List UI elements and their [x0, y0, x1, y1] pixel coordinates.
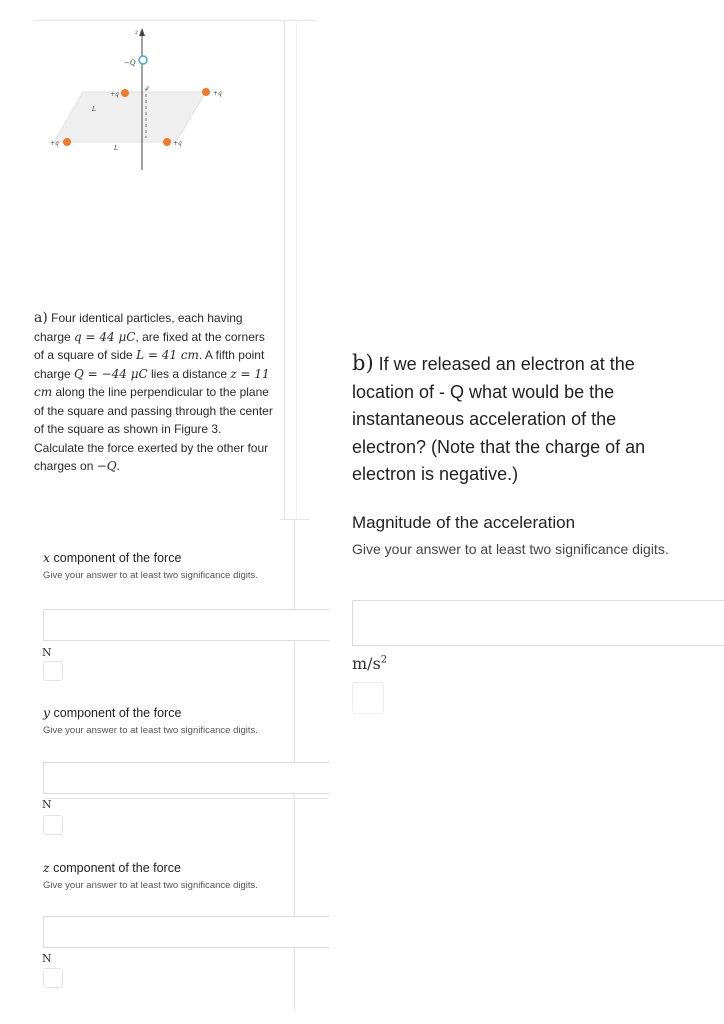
- part-a-text-5: along the line perpendicular to the plane of the square and passing through the center of the square as shown in Figure 3. Calculate the force exerted by the other four charges on: [34, 385, 273, 473]
- charge-top-right: [202, 88, 210, 96]
- negative-charge-Q: [139, 56, 147, 64]
- question-y-hint: Give your answer to at least two significance digits.: [43, 725, 258, 736]
- acceleration-unit-label: $m/s^2$: [352, 654, 388, 673]
- column-divider-upper: [284, 20, 285, 520]
- part-a-text-1: Four identical particles, each having charge: [34, 311, 243, 344]
- question-z-hint: Give your answer to at least two significance digits.: [43, 880, 258, 891]
- charge-top-left: [121, 89, 129, 97]
- charge-configuration-figure: [38, 22, 278, 172]
- charge-top-left-label: +q: [110, 91, 119, 98]
- question-z-component: [43, 860, 283, 893]
- question-x-title: x component of the force: [43, 550, 182, 565]
- top-rule: [34, 20, 316, 21]
- part-b-text: If we released an electron at the location of - Q what would be the instantaneous acceleration of the electron? (Note that the charge of an electron is negative.): [352, 354, 646, 484]
- question-x-hint: Give your answer to at least two significance digits.: [43, 570, 258, 581]
- z-unit-label: N: [42, 952, 52, 965]
- part-a-statement: [34, 309, 274, 476]
- question-z-title: z component of the force: [43, 860, 181, 875]
- z-axis-arrow-icon: [139, 28, 145, 36]
- Q-expression: Q = −44 μC: [74, 366, 148, 381]
- question-x-component: [43, 550, 283, 583]
- z-expression: z = 11 cm: [34, 366, 270, 399]
- question-y-component: [43, 705, 283, 738]
- square-plane: [54, 92, 206, 142]
- z-unit-input[interactable]: [43, 968, 63, 988]
- column-divider-shadow: [296, 20, 297, 520]
- q-expression: q = 44 μC: [74, 329, 136, 344]
- part-a-text-4: lies a distance: [147, 366, 231, 381]
- neg-Q-label: −Q: [124, 59, 136, 67]
- part-a-letter: a): [34, 310, 48, 326]
- y-component-answer-input[interactable]: [43, 762, 329, 794]
- charge-left-label: +q: [50, 140, 59, 147]
- question-y-title: y component of the force: [43, 705, 182, 720]
- part-b-statement: [352, 350, 692, 489]
- charge-top-right-label: +q: [213, 90, 222, 97]
- charge-bottom-label: +q: [173, 140, 182, 147]
- mid-rule: [280, 519, 310, 520]
- y-answer-underline: [43, 798, 328, 799]
- part-a-text-6: .: [116, 459, 120, 473]
- part-a-text-2: , are fixed at the corners of a square of side: [34, 329, 265, 362]
- charge-bottom: [163, 138, 171, 146]
- part-a-text-3: . A fifth point charge: [34, 348, 265, 381]
- side-length-bottom-label: L: [114, 145, 118, 152]
- z-axis-label: z: [135, 29, 139, 36]
- charge-left: [63, 138, 71, 146]
- L-expression: L = 41 cm: [136, 348, 199, 362]
- neg-Q-expression: −Q: [96, 459, 117, 473]
- z-distance-label: z: [146, 85, 150, 92]
- x-unit-input[interactable]: [43, 661, 63, 681]
- y-unit-input[interactable]: [43, 815, 63, 835]
- acceleration-answer-input[interactable]: [352, 600, 724, 646]
- x-unit-label: N: [42, 646, 52, 659]
- acceleration-magnitude-title: Magnitude of the acceleration: [352, 513, 576, 532]
- side-length-left-label: L: [92, 106, 96, 113]
- x-component-answer-input[interactable]: [43, 609, 329, 641]
- y-unit-label: N: [42, 798, 52, 811]
- acceleration-hint: Give your answer to at least two significance digits.: [352, 541, 669, 557]
- z-component-answer-input[interactable]: [43, 916, 329, 948]
- acceleration-unit-input[interactable]: [352, 682, 384, 714]
- part-b-letter: b): [352, 351, 374, 375]
